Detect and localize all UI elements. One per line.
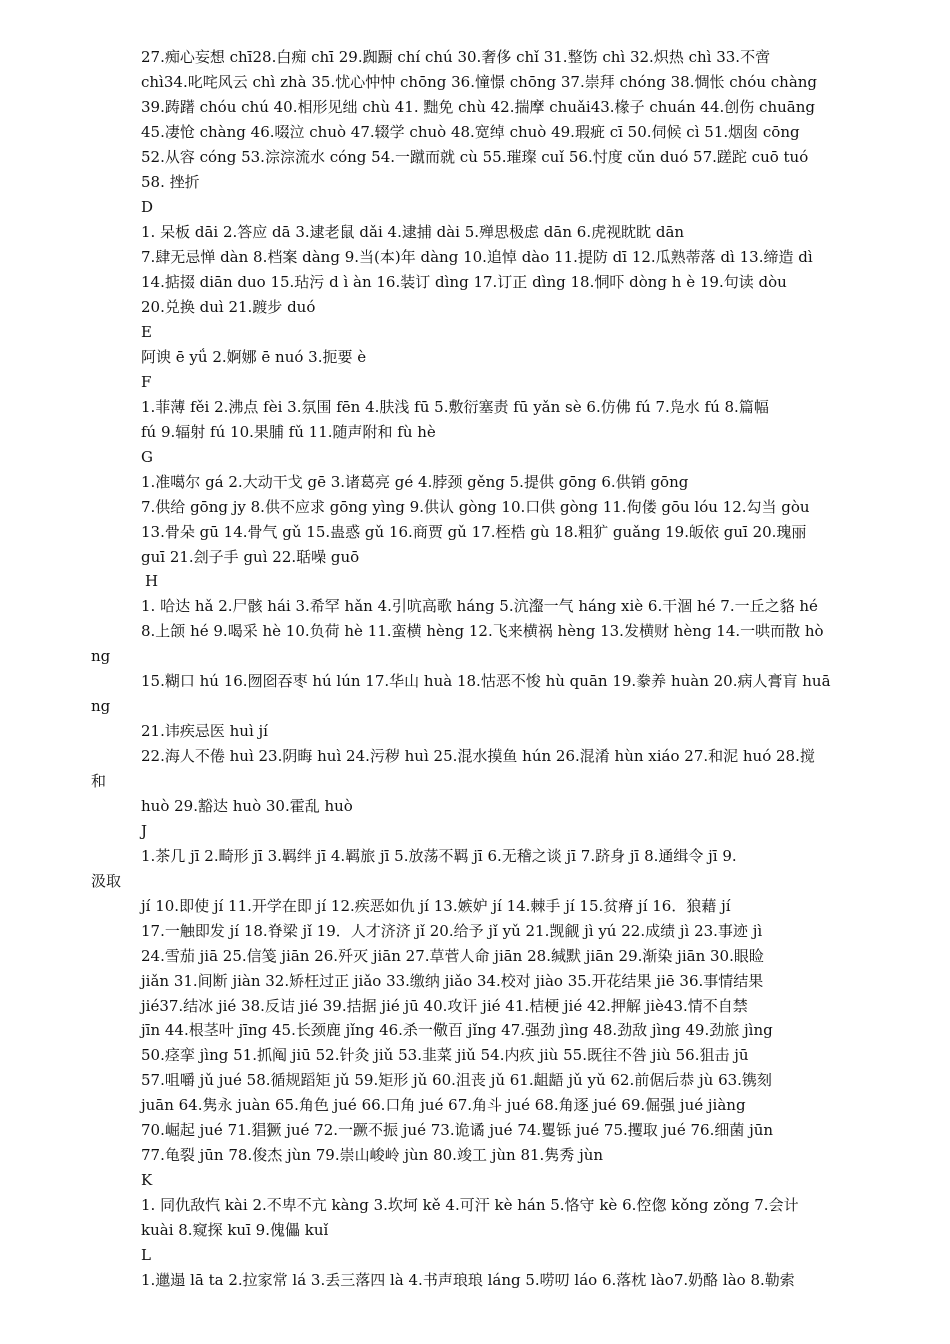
text-line: jí 10.即使 jí 11.开学在即 jí 12.疾恶如仇 jí 13.嫉妒 jí 14.棘手 jí 15.贫瘠 jí 16．狼藉 jí (141, 897, 731, 915)
text-line: fú 9.辐射 fú 10.果脯 fǔ 11.随声附和 fù hè (141, 423, 436, 441)
text-line: juān 64.隽永 juàn 65.角色 jué 66.口角 jué 67.角斗 jué 68.角逐 jué 69.倔强 jué jiàng (141, 1096, 746, 1114)
text-line: 阿谀 ē yǘ 2.婀娜 ē nuó 3.扼要 è (141, 348, 367, 366)
text-line: 77.龟裂 jūn 78.俊杰 jùn 79.崇山峻岭 jùn 80.竣工 jùn 81.隽秀 jùn (141, 1146, 604, 1164)
text-line: 1. 同仇敌忾 kài 2.不卑不亢 kàng 3.坎坷 kě 4.可汗 kè hán 5.恪守 kè 6.倥偬 kǒng zǒng 7.会计 (141, 1196, 799, 1214)
text-line: 20.兑换 duì 21.踱步 duó (141, 298, 316, 316)
text-line: 17.一触即发 jí 18.脊梁 jǐ 19．人才济济 jǐ 20.给予 jǐ yǔ 21.觊觎 jì yú 22.成绩 jì 23.事迹 jì (141, 922, 763, 940)
text-line: 50.痉挛 jìng 51.抓阄 jiū 52.针灸 jiǔ 53.韭菜 jiǔ 54.内疚 jiù 55.既往不咎 jiù 56.狙击 jū (141, 1046, 749, 1064)
text-line: 52.从容 cóng 53.淙淙流水 cóng 54.一蹴而就 cù 55.璀璨 cuǐ 56.忖度 cǔn duó 57.蹉跎 cuō tuó (141, 148, 809, 166)
text-line: 1.准噶尔 gá 2.大动干戈 gē 3.诸葛亮 gé 4.脖颈 gěng 5.提供 gōng 6.供销 gōng (141, 473, 689, 491)
text-line-overflow: 汲取 (91, 872, 122, 890)
text-line: 1. 呆板 dāi 2.答应 dā 3.逮老鼠 dǎi 4.逮捕 dài 5.殚思极虑 dān 6.虎视眈眈 dān (141, 223, 685, 241)
text-line: chì34.叱咤风云 chì zhà 35.忧心忡忡 chōng 36.憧憬 chōng 37.崇拜 chóng 38.惆怅 chóu chàng (141, 73, 818, 91)
text-line: 7.肆无忌惮 dàn 8.档案 dàng 9.当(本)年 dàng 10.追悼 dào 11.提防 dī 12.瓜熟蒂落 dì 13.缔造 dì (141, 248, 813, 266)
text-line: 24.雪茄 jiā 25.信笺 jiān 26.歼灭 jiān 27.草菅人命 jiān 28.缄默 jiān 29.渐染 jiān 30.眼睑 (141, 947, 764, 965)
section-letter-l: L (141, 1246, 151, 1264)
section-letter-j: J (141, 822, 148, 840)
text-line: 14.掂掇 diān duo 15.玷污 d ì àn 16.装订 dìng 17.订正 dìng 18.恫吓 dòng h è 19.句读 dòu (141, 273, 787, 291)
text-line: huò 29.豁达 huò 30.霍乱 huò (141, 797, 353, 815)
text-line: 1.茶几 jī 2.畸形 jī 3.羁绊 jī 4.羁旅 jī 5.放荡不羁 jī 6.无稽之谈 jī 7.跻身 jī 8.通缉令 jī 9. (141, 847, 737, 865)
section-letter-k: K (141, 1171, 153, 1189)
section-letter-d: D (141, 198, 154, 216)
text-line: 57.咀嚼 jǔ jué 58.循规蹈矩 jǔ 59.矩形 jǔ 60.沮丧 jǔ 61.龃龉 jǔ yǔ 62.前倨后恭 jù 63.镌刻 (141, 1071, 772, 1089)
section-letter-h: H (145, 572, 159, 590)
text-line: 1.邋遢 lā ta 2.拉家常 lá 3.丢三落四 là 4.书声琅琅 láng 5.唠叨 láo 6.落枕 lào7.奶酪 lào 8.勒索 (141, 1271, 795, 1289)
text-line: 22.海人不倦 huì 23.阴晦 huì 24.污秽 huì 25.混水摸鱼 hún 26.混淆 hùn xiáo 27.和泥 huó 28.搅 (141, 747, 815, 765)
text-line-overflow: 和 (91, 772, 107, 790)
text-line: 1.菲薄 fěi 2.沸点 fèi 3.氛围 fēn 4.肤浅 fū 5.敷衍塞责 fū yǎn sè 6.仿佛 fú 7.凫水 fú 8.篇幅 (141, 398, 769, 416)
section-letter-f: F (141, 373, 152, 391)
section-letter-e: E (141, 323, 152, 341)
text-line: 45.凄怆 chàng 46.啜泣 chuò 47.辍学 chuò 48.宽绰 chuò 49.瑕疵 cī 50.伺候 cì 51.烟囱 cōng (141, 123, 800, 141)
text-line: 1. 哈达 hǎ 2.尸骸 hái 3.希罕 hǎn 4.引吭高歌 háng 5.沆瀣一气 háng xiè 6.干涸 hé 7.一丘之貉 hé (141, 597, 818, 615)
text-line-overflow: ng (91, 647, 111, 665)
text-line: 13.骨朵 gū 14.骨气 gǔ 15.蛊惑 gǔ 16.商贾 gǔ 17.桎梏 gù 18.粗犷 guǎng 19.皈依 guī 20.瑰丽 (141, 523, 807, 541)
text-line: jīn 44.根茎叶 jīng 45.长颈鹿 jǐng 46.杀一儆百 jǐng 47.强劲 jìng 48.劲敌 jìng 49.劲旅 jìng (141, 1021, 773, 1039)
text-line: 7.供给 gōng jy 8.供不应求 gōng yìng 9.供认 gòng 10.口供 gòng 11.佝偻 gōu lóu 12.勾当 gòu (141, 498, 810, 516)
text-line: 15.糊口 hú 16.囫囵吞枣 hú lún 17.华山 huà 18.怙恶不悛 hù quān 19.豢养 huàn 20.病人膏肓 huā (141, 672, 831, 690)
text-line: jié37.结冰 jié 38.反诘 jié 39.拮据 jié jū 40.攻讦 jié 41.桔梗 jié 42.押解 jiè43.情不自禁 (141, 997, 748, 1015)
text-line: 39.踌躇 chóu chú 40.相形见绌 chù 41. 黜免 chù 42.揣摩 chuǎi43.椽子 chuán 44.创伤 chuāng (141, 98, 815, 116)
text-line: 21.讳疾忌医 huì jí (141, 722, 268, 740)
text-line: 70.崛起 jué 71.猖獗 jué 72.一蹶不振 jué 73.诡谲 jué 74.矍铄 jué 75.攫取 jué 76.细菌 jūn (141, 1121, 774, 1139)
text-line: 8.上颌 hé 9.喝采 hè 10.负荷 hè 11.蛮横 hèng 12.飞来横祸 hèng 13.发横财 hèng 14.一哄而散 hò (141, 622, 824, 640)
section-letter-g: G (141, 448, 153, 466)
text-line: 27.痴心妄想 chī28.白痴 chī 29.踟蹰 chí chú 30.奢侈 chǐ 31.整饬 chì 32.炽热 chì 33.不啻 (141, 48, 771, 66)
text-line: jiǎn 31.间断 jiàn 32.矫枉过正 jiǎo 33.缴纳 jiǎo 34.校对 jiào 35.开花结果 jiē 36.事情结果 (141, 972, 764, 990)
text-line-overflow: ng (91, 697, 111, 715)
text-line: kuài 8.窥探 kuī 9.傀儡 kuǐ (141, 1221, 329, 1239)
text-line: 58. 挫折 (141, 173, 200, 191)
text-line: guī 21.刽子手 guì 22.聒噪 guō (141, 548, 360, 566)
